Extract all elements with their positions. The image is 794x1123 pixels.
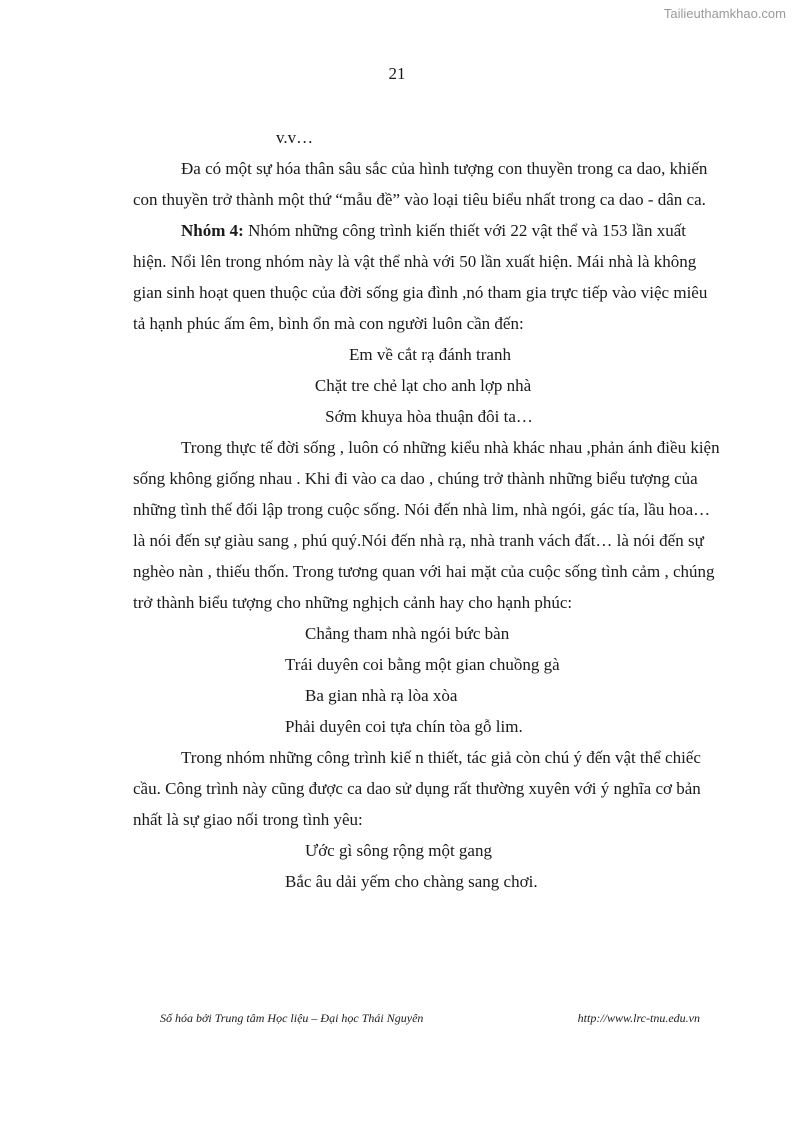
watermark-text: Tailieuthamkhao.com (663, 6, 786, 21)
paragraph-4: Trong nhóm những công trình kiế n thiết, tác giả còn chú ý đến vật thể chiếc cầu. Công trình này cũng được ca dao sử dụng rất thường xuyên với ý nghĩa cơ bản nhất là sự giao nối trong tình yêu: (133, 748, 701, 829)
verse-block-2 (133, 618, 721, 742)
verse-line: Sớm khuya hòa thuận đôi ta… (325, 407, 533, 426)
verse-block-3 (133, 835, 721, 897)
footer-credit: Số hóa bởi Trung tâm Học liệu – Đại học Thái Nguyên (160, 1011, 424, 1025)
paragraph-2 (133, 215, 721, 339)
paragraph-3: Trong thực tế đời sống , luôn có những kiểu nhà khác nhau ,phản ánh điều kiện sống không giống nhau . Khi đi vào ca dao , chúng trở thành những biểu tượng của những tình thế đối lập trong cuộc sống. Nói đến nhà lim, nhà ngói, gác tía, lầu hoa… là nói đến sự giàu sang , phú quý.Nói đến nhà rạ, nhà tranh vách đất… là nói đến sự nghèo nàn , thiếu thốn. Trong tương quan với hai mặt của cuộc sống tình cảm , chúng trở thành biểu tượng cho những nghịch cảnh hay cho hạnh phúc: (133, 438, 720, 612)
verse-line: Ước gì sông rộng một gang (305, 841, 492, 860)
group-label: Nhóm 4: (181, 221, 244, 240)
paragraph-2-text: Nhóm những công trình kiến thiết với 22 vật thể và 153 lần xuất hiện. Nổi lên trong nhóm này là vật thể nhà với 50 lần xuất hiện. Mái nhà là không gian sinh hoạt quen thuộc của đời sống gia đình ,nó tham gia trực tiếp vào việc miêu tả hạnh phúc ấm êm, bình ổn mà con người luôn cần đến: (133, 221, 708, 333)
paragraph-1: Đa có một sự hóa thân sâu sắc của hình tượng con thuyền trong ca dao, khiến con thuyền trở thành một thứ “mẫu đề” vào loại tiêu biểu nhất trong ca dao - dân ca. (133, 159, 708, 209)
verse-block-1 (133, 339, 721, 432)
verse-line: Phải duyên coi tựa chín tòa gỗ lim. (285, 717, 523, 736)
verse-line: Em về cắt rạ đánh tranh (349, 345, 511, 364)
page-number: 21 (388, 64, 406, 83)
verse-line: Ba gian nhà rạ lòa xòa (305, 686, 458, 705)
footer-url: http://www.lrc-tnu.edu.vn (577, 1011, 700, 1025)
document-body (133, 122, 721, 897)
verse-line: Chặt tre chẻ lạt cho anh lợp nhà (314, 376, 532, 395)
verse-line: Trái duyên coi bằng một gian chuồng gà (285, 655, 560, 674)
verse-line: Bắc âu dải yếm cho chàng sang chơi. (285, 872, 538, 891)
verse-line: Chẳng tham nhà ngói bức bàn (305, 624, 510, 643)
intro-vv: v.v… (276, 128, 314, 147)
